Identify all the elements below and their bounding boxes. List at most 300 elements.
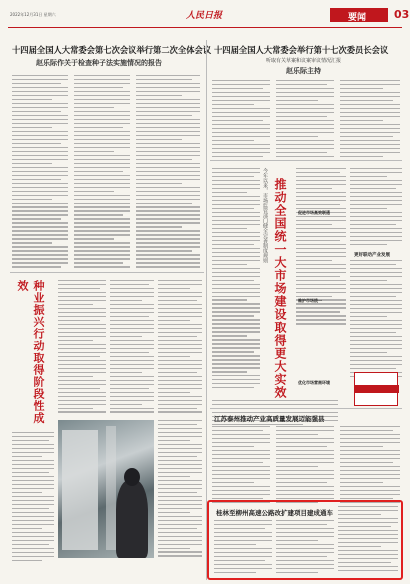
text-line — [212, 371, 247, 372]
text-line — [74, 199, 130, 200]
text-line — [212, 296, 260, 297]
text-line — [296, 323, 346, 324]
text-line — [136, 262, 200, 263]
text-line — [276, 128, 334, 129]
newspaper-logo: 人民日报 — [186, 11, 223, 21]
text-line — [158, 280, 202, 281]
text-line — [212, 359, 260, 360]
text-line — [158, 352, 202, 353]
text-line — [110, 284, 149, 285]
text-line — [340, 108, 400, 109]
text-line — [12, 191, 68, 192]
text-line — [276, 482, 327, 483]
text-line — [58, 348, 106, 349]
text-line — [158, 504, 202, 505]
text-line — [74, 218, 130, 219]
text-line — [340, 128, 400, 129]
text-line — [212, 383, 260, 384]
text-line — [58, 304, 93, 305]
text-line — [110, 364, 154, 365]
text-line — [338, 514, 381, 515]
text-line — [212, 132, 270, 133]
text-line — [276, 462, 334, 463]
special-topic-badge[interactable] — [354, 372, 398, 406]
right-mid-divider — [210, 408, 402, 409]
text-line — [12, 147, 68, 148]
text-line — [214, 544, 256, 545]
text-line — [350, 236, 402, 237]
text-line — [212, 240, 260, 241]
text-line — [12, 87, 68, 88]
text-line — [276, 540, 318, 541]
text-line — [296, 168, 346, 169]
text-line — [296, 268, 346, 269]
text-line — [350, 344, 402, 345]
text-line — [58, 328, 106, 329]
text-line — [12, 556, 54, 557]
right-top-body-col-2 — [276, 80, 334, 160]
right-top-headline[interactable]: 十四届全国人大常委会举行第十七次委员长会议 — [214, 45, 389, 55]
text-line — [212, 268, 260, 269]
text-line — [212, 220, 260, 221]
text-line — [58, 356, 100, 357]
section-name: 要闻 — [348, 13, 367, 23]
text-line — [276, 528, 334, 529]
text-line — [350, 356, 402, 357]
text-line — [58, 280, 106, 281]
text-line — [296, 248, 346, 249]
text-line — [212, 498, 263, 499]
text-line — [110, 304, 154, 305]
text-line — [110, 400, 154, 401]
text-line — [110, 392, 154, 393]
text-line — [74, 131, 130, 132]
text-line — [158, 308, 202, 309]
text-line — [212, 288, 260, 289]
text-line — [158, 512, 190, 513]
text-line — [158, 320, 190, 321]
text-line — [136, 218, 200, 219]
text-line — [350, 312, 402, 313]
text-line — [158, 548, 190, 549]
text-line — [212, 104, 254, 105]
text-line — [212, 446, 254, 447]
text-line — [136, 210, 200, 211]
text-line — [350, 368, 396, 369]
text-line — [136, 171, 200, 172]
text-line — [212, 442, 270, 443]
text-line — [212, 347, 260, 348]
text-line — [276, 80, 334, 81]
text-line — [12, 444, 54, 445]
text-line — [12, 123, 68, 124]
text-line — [58, 384, 106, 385]
text-line — [350, 332, 396, 333]
text-line — [212, 224, 260, 225]
text-line — [350, 364, 402, 365]
text-line — [350, 296, 396, 297]
text-line — [12, 163, 52, 164]
text-line — [276, 524, 327, 525]
text-line — [276, 92, 334, 93]
text-line — [350, 340, 402, 341]
text-line — [350, 280, 387, 281]
text-line — [12, 560, 42, 561]
text-line — [110, 340, 154, 341]
text-line — [214, 552, 272, 553]
text-line — [340, 462, 393, 463]
text-line — [136, 139, 182, 140]
text-line — [350, 300, 402, 301]
text-line — [214, 560, 265, 561]
text-line — [74, 171, 123, 172]
text-line — [158, 476, 190, 477]
text-line — [276, 96, 334, 97]
text-line — [350, 184, 402, 185]
text-line — [276, 156, 334, 157]
text-line — [212, 379, 260, 380]
text-line — [74, 147, 130, 148]
text-line — [158, 440, 190, 441]
text-line — [340, 426, 400, 427]
text-line — [340, 454, 400, 455]
text-line — [296, 264, 346, 265]
text-line — [12, 135, 68, 136]
text-line — [74, 206, 130, 207]
text-line — [340, 486, 400, 487]
text-line — [12, 115, 68, 116]
text-line — [110, 376, 154, 377]
text-line — [110, 312, 154, 313]
text-line — [212, 156, 263, 157]
text-line — [296, 204, 340, 205]
text-line — [350, 336, 402, 337]
text-line — [340, 430, 393, 431]
text-line — [212, 260, 260, 261]
text-line — [74, 123, 130, 124]
text-line — [340, 474, 400, 475]
text-line — [74, 242, 130, 243]
text-line — [338, 562, 391, 563]
text-line — [214, 572, 256, 573]
text-line — [158, 428, 202, 429]
left-top-body-col-3 — [136, 75, 200, 270]
text-line — [136, 135, 200, 136]
text-line — [58, 324, 106, 325]
text-line — [110, 336, 142, 337]
text-line — [276, 486, 334, 487]
text-line — [350, 352, 387, 353]
text-line — [296, 276, 340, 277]
text-line — [158, 516, 202, 517]
jiangsu-story-headline[interactable]: 江苏泰州推动产业高质量发展迈能强县 — [214, 415, 325, 423]
text-line — [136, 250, 192, 251]
text-line — [338, 510, 398, 511]
text-line — [338, 542, 398, 543]
text-line — [136, 147, 200, 148]
text-line — [212, 232, 260, 233]
text-line — [158, 480, 202, 481]
text-line — [340, 116, 400, 117]
text-line — [12, 99, 52, 100]
text-line — [12, 262, 68, 263]
text-line — [58, 308, 106, 309]
text-line — [212, 323, 260, 324]
text-line — [212, 426, 270, 427]
text-line — [214, 540, 272, 541]
text-line — [12, 175, 68, 176]
seed-story-body-col-2 — [110, 280, 154, 415]
text-line — [158, 324, 202, 325]
text-line — [12, 528, 42, 529]
text-line — [158, 304, 202, 305]
seed-story-body-col-3 — [158, 280, 202, 415]
text-line — [158, 460, 202, 461]
left-section-divider — [10, 272, 204, 273]
text-line — [350, 284, 402, 285]
text-line — [340, 156, 383, 157]
text-line — [212, 494, 270, 495]
text-line — [158, 328, 202, 329]
text-line — [74, 210, 130, 211]
text-line — [158, 555, 202, 556]
text-line — [74, 246, 130, 247]
text-line — [276, 438, 334, 439]
text-line — [350, 276, 402, 277]
text-line — [158, 380, 202, 381]
text-line — [350, 228, 402, 229]
left-top-body-col-1 — [12, 75, 68, 270]
jiangsu-body-col-3 — [340, 426, 400, 506]
text-line — [12, 206, 68, 207]
text-line — [110, 348, 154, 349]
text-line — [350, 196, 402, 197]
text-line — [12, 524, 54, 525]
text-line — [12, 536, 54, 537]
text-line — [58, 376, 93, 377]
text-line — [338, 546, 381, 547]
text-line — [212, 128, 270, 129]
text-line — [74, 238, 114, 239]
text-line — [58, 372, 106, 373]
text-line — [340, 100, 393, 101]
text-line — [340, 152, 400, 153]
text-line — [276, 474, 334, 475]
text-line — [158, 551, 202, 552]
text-line — [350, 240, 402, 241]
feature-kicker: 今年以来，市场监管部门健全完善制度规则 — [262, 168, 268, 263]
text-line — [212, 264, 247, 265]
text-line — [296, 256, 346, 257]
text-line — [136, 175, 200, 176]
text-line — [12, 242, 52, 243]
text-line — [296, 196, 346, 197]
text-line — [212, 343, 260, 344]
text-line — [296, 236, 346, 237]
text-line — [136, 79, 192, 80]
text-line — [296, 272, 346, 273]
text-line — [214, 520, 272, 521]
text-line — [212, 450, 270, 451]
text-line — [296, 252, 346, 253]
text-line — [12, 464, 54, 465]
text-line — [58, 340, 93, 341]
text-line — [276, 544, 334, 545]
text-line — [136, 203, 192, 204]
text-line — [12, 226, 68, 227]
text-line — [136, 115, 192, 116]
text-line — [74, 119, 130, 120]
text-line — [350, 200, 402, 201]
text-line — [158, 316, 202, 317]
text-line — [276, 148, 334, 149]
text-line — [12, 472, 49, 473]
text-line — [340, 482, 383, 483]
text-line — [158, 356, 190, 357]
text-line — [212, 200, 260, 201]
text-line — [158, 520, 202, 521]
text-line — [212, 331, 260, 332]
text-line — [158, 448, 202, 449]
text-line — [212, 474, 270, 475]
text-line — [12, 250, 68, 251]
jiangsu-body-col-2 — [276, 426, 334, 506]
text-line — [74, 111, 130, 112]
text-line — [12, 171, 68, 172]
text-line — [340, 84, 400, 85]
text-line — [74, 99, 130, 100]
worker-figure — [116, 480, 148, 558]
text-line — [350, 328, 402, 329]
seed-story-body-col-1 — [58, 280, 106, 415]
text-line — [136, 163, 200, 164]
text-line — [136, 151, 200, 152]
text-line — [12, 183, 68, 184]
text-line — [276, 454, 334, 455]
text-line — [276, 494, 334, 495]
text-line — [74, 79, 130, 80]
text-line — [350, 308, 402, 309]
feature-body-col-left — [212, 168, 260, 391]
text-line — [110, 368, 154, 369]
text-line — [212, 124, 270, 125]
text-line — [212, 387, 254, 388]
text-line — [212, 144, 270, 145]
text-line — [12, 476, 54, 477]
text-line — [136, 199, 200, 200]
seed-story-headline[interactable]: 种业振兴行动取得阶段性成效 — [16, 280, 45, 424]
text-line — [350, 224, 396, 225]
text-line — [158, 528, 197, 529]
text-line — [276, 116, 327, 117]
text-line — [214, 556, 272, 557]
text-line — [12, 187, 68, 188]
text-line — [12, 131, 68, 132]
text-line — [340, 88, 383, 89]
text-line — [12, 195, 68, 196]
text-line — [212, 196, 260, 197]
text-line — [74, 127, 123, 128]
text-line — [58, 400, 106, 401]
text-line — [58, 360, 106, 361]
text-line — [74, 254, 130, 255]
text-line — [74, 266, 130, 267]
text-line — [74, 75, 130, 76]
highlighted-body-col-2 — [276, 520, 334, 576]
text-line — [158, 500, 202, 501]
text-line — [12, 504, 54, 505]
text-line — [110, 411, 154, 412]
text-line — [136, 123, 200, 124]
text-line — [212, 176, 254, 177]
text-line — [212, 315, 254, 316]
text-line — [276, 490, 334, 491]
text-line — [158, 532, 202, 533]
left-top-headline[interactable]: 十四届全国人大常委会第七次会议举行第二次全体会议 — [12, 45, 212, 55]
text-line — [296, 260, 332, 261]
text-line — [136, 187, 200, 188]
text-line — [12, 83, 61, 84]
text-line — [12, 246, 68, 247]
text-line — [12, 508, 49, 509]
text-line — [12, 159, 68, 160]
text-line — [74, 143, 130, 144]
text-line — [212, 351, 254, 352]
text-line — [212, 272, 260, 273]
text-line — [58, 368, 106, 369]
text-line — [136, 159, 192, 160]
text-line — [158, 496, 202, 497]
text-line — [158, 468, 202, 469]
text-line — [12, 167, 68, 168]
text-line — [338, 554, 398, 555]
highlighted-story-headline[interactable]: 桂林至柳州高速公路改扩建项目建成通车 — [216, 509, 333, 517]
text-line — [212, 303, 260, 304]
text-line — [338, 518, 398, 519]
text-line — [136, 191, 200, 192]
text-line — [136, 254, 200, 255]
text-line — [110, 296, 154, 297]
text-line — [296, 216, 346, 217]
text-line — [158, 400, 202, 401]
text-line — [158, 444, 202, 445]
seed-bank-photo — [58, 420, 154, 558]
text-line — [212, 434, 270, 435]
text-line — [340, 136, 393, 137]
text-line — [338, 538, 398, 539]
text-line — [276, 532, 334, 533]
highlighted-body-col-3 — [338, 506, 398, 574]
text-line — [58, 352, 106, 353]
seed-story-body-col-5 — [12, 432, 54, 563]
text-line — [340, 478, 400, 479]
text-line — [12, 230, 68, 231]
text-line — [340, 140, 400, 141]
text-line — [74, 222, 130, 223]
text-line — [214, 524, 272, 525]
text-line — [212, 208, 254, 209]
text-line — [340, 92, 400, 93]
text-line — [212, 280, 254, 281]
feature-headline[interactable]: 推动全国统一大市场建设取得更大实效 — [273, 178, 287, 399]
text-line — [136, 214, 200, 215]
text-line — [158, 364, 202, 365]
text-line — [158, 300, 197, 301]
text-line — [58, 408, 93, 409]
text-line — [212, 400, 338, 401]
text-line — [340, 466, 400, 467]
text-line — [74, 167, 130, 168]
